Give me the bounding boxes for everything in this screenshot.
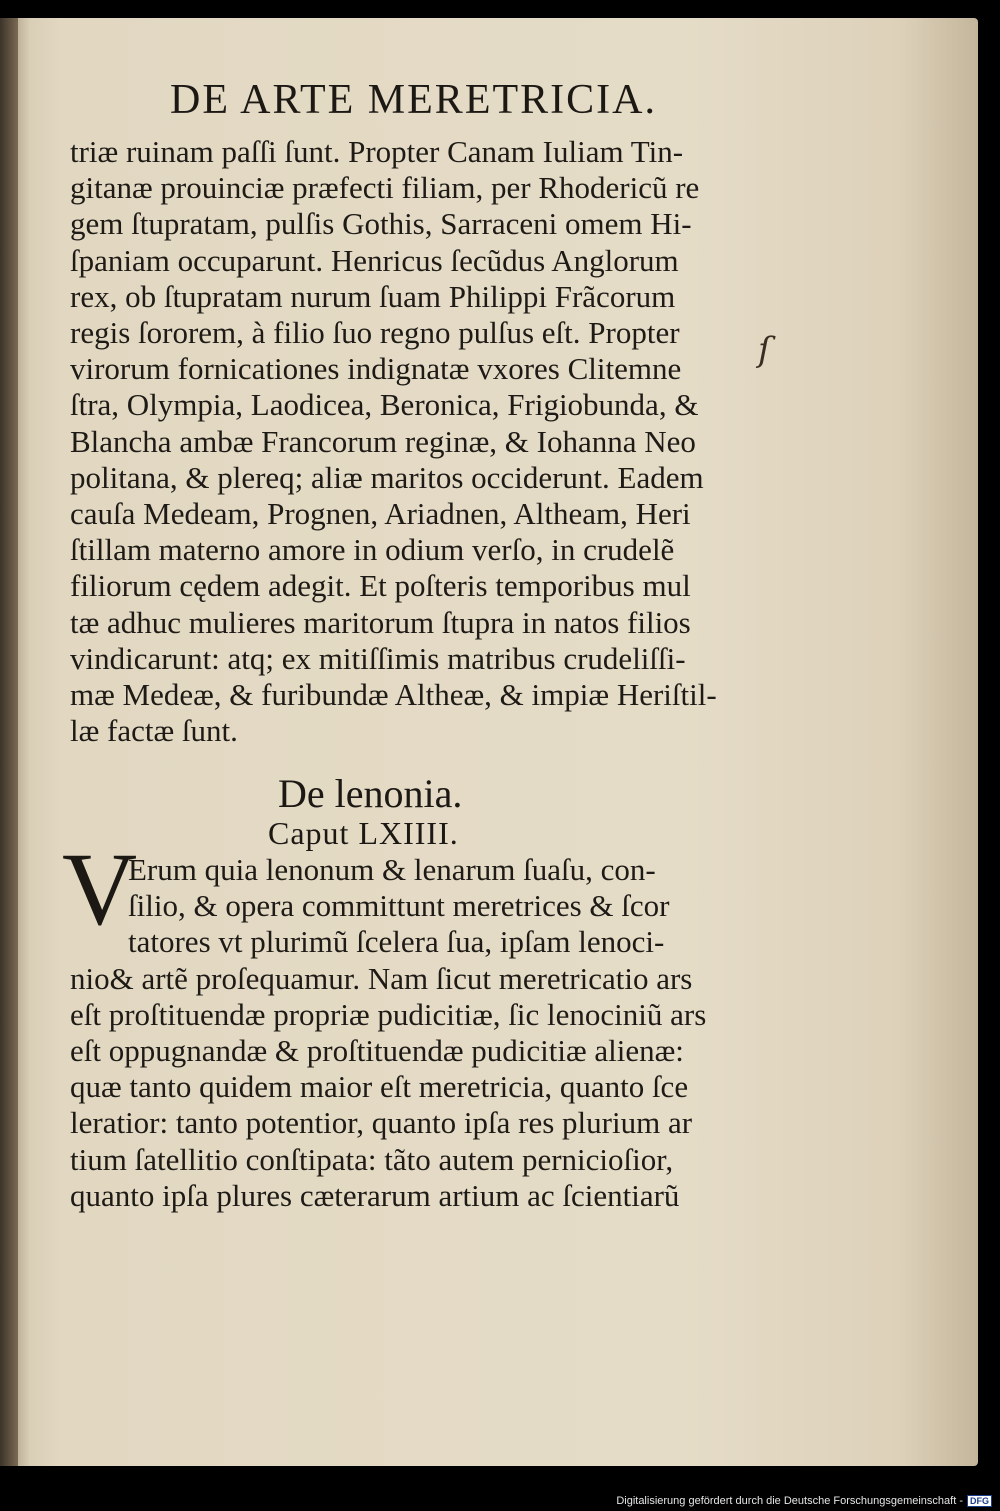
text-line: vindicarunt: atq; ex mitiſſimis matribus crudeliſſi-	[70, 640, 686, 676]
text-line: leratior: tanto potentior, quanto ipſa res plurium ar	[70, 1105, 693, 1141]
text-line: politana, & plereq; aliæ maritos occiderunt. Eadem	[70, 459, 704, 495]
text-line: quanto ipſa plures cæterarum artium ac ſcientiarũ	[70, 1177, 680, 1213]
page-gutter	[0, 18, 18, 1466]
running-head: DE ARTE MERETRICIA.	[170, 77, 657, 123]
text-line: ſilio, & opera committunt meretrices & ſcor	[128, 888, 670, 924]
text-line: ſpaniam occuparunt. Henricus ſecũdus Anglorum	[70, 242, 679, 278]
paragraph-1	[70, 134, 770, 749]
paragraph-2	[70, 852, 770, 1214]
text-line: eſt proſtituendæ propriæ pudicitiæ, ſic lenociniũ ars	[70, 996, 707, 1032]
text-line: filiorum cędem adegit. Et poſteris temporibus mul	[70, 568, 691, 604]
text-line: tatores vt plurimũ ſcelera ſua, ipſam lenoci-	[128, 924, 665, 960]
section-heading: De lenonia.	[278, 771, 463, 816]
text-line: gitanæ prouinciæ præfecti filiam, per Rhodericũ re	[70, 170, 700, 206]
funding-note: Digitalisierung gefördert durch die Deutsche Forschungsgemeinschaft -	[616, 1495, 963, 1507]
text-line: ſtra, Olympia, Laodicea, Beronica, Frigiobunda, &	[70, 387, 699, 423]
drop-cap: V	[62, 832, 138, 947]
text-line: rex, ob ſtupratam nurum ſuam Philippi Frãcorum	[70, 278, 676, 314]
text-line: cauſa Medeam, Prognen, Ariadnen, Altheam, Heri	[70, 496, 691, 532]
text-line: regis ſororem, à filio ſuo regno pulſus eſt. Propter	[70, 315, 680, 351]
text-line: Blancha ambæ Francorum reginæ, & Iohanna Neo	[70, 423, 696, 459]
text-line: ſtillam materno amore in odium verſo, in crudelẽ	[70, 532, 675, 568]
footer-credit	[616, 1495, 992, 1507]
text-line: Erum quia lenonum & lenarum ſuaſu, con-	[128, 852, 656, 887]
text-line: eſt oppugnandæ & proſtituendæ pudicitiæ alienæ:	[70, 1033, 684, 1069]
margin-annotation: ſ	[758, 330, 771, 370]
text-line: tæ adhuc mulieres maritorum ſtupra in natos filios	[70, 604, 691, 640]
dfg-logo[interactable]: DFG	[967, 1495, 992, 1507]
text-line: gem ſtupratam, pulſis Gothis, Sarraceni omem Hi-	[70, 206, 692, 242]
text-line: nio& artẽ proſequamur. Nam ſicut meretricatio ars	[70, 960, 693, 996]
text-line: mæ Medeæ, & furibundæ Altheæ, & impiæ Heriſtil-	[70, 677, 717, 713]
text-line: triæ ruinam paſſi ſunt. Propter Canam Iuliam Tin-	[70, 134, 684, 169]
text-line: virorum fornicationes indignatæ vxores Clitemne	[70, 351, 682, 387]
text-line: læ factæ ſunt.	[70, 713, 238, 749]
chapter-number: Caput LXIIII.	[268, 815, 459, 851]
text-line: quæ tanto quidem maior eſt meretricia, quanto ſce	[70, 1069, 689, 1105]
text-line: tium ſatellitio conſtipata: tãto autem pernicioſior,	[70, 1141, 674, 1177]
